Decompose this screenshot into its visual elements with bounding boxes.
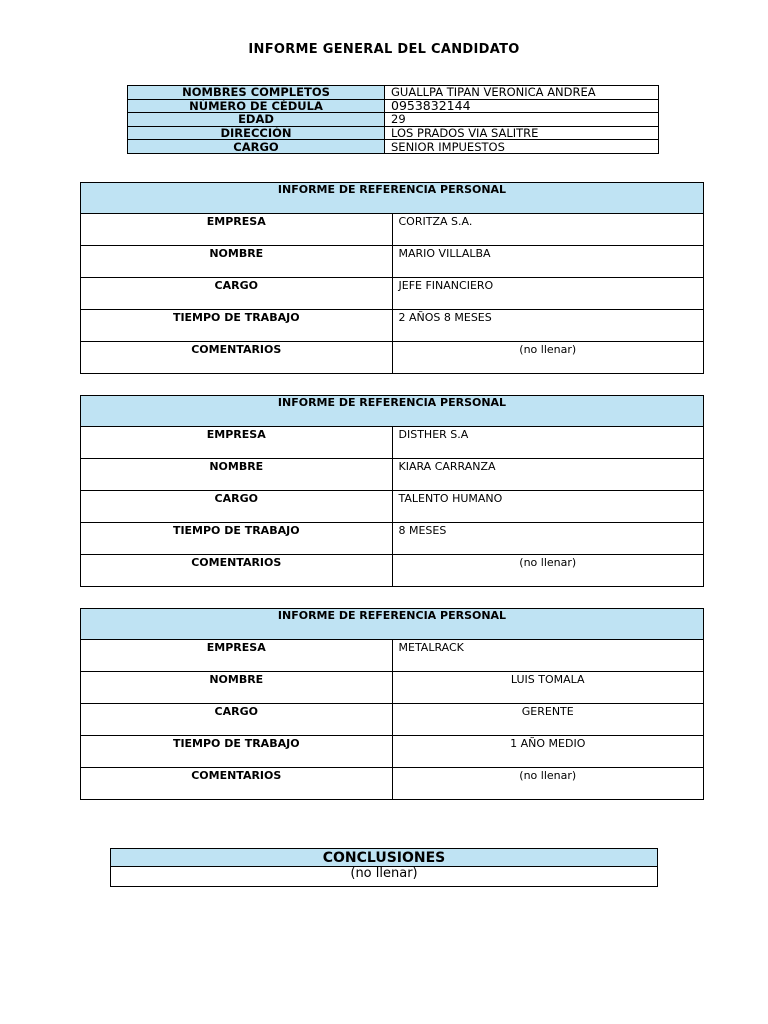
cargo-label: CARGO — [81, 491, 393, 523]
comentarios-value: (no llenar) — [392, 555, 704, 587]
table-row — [81, 278, 704, 310]
empresa-label: EMPRESA — [81, 214, 393, 246]
comentarios-label: COMENTARIOS — [81, 768, 393, 800]
nombre-value: LUIS TOMALA — [392, 672, 704, 704]
reference-table-3 — [80, 608, 704, 800]
table-row — [128, 113, 659, 127]
reference-header: INFORME DE REFERENCIA PERSONAL — [81, 396, 704, 427]
table-row — [81, 459, 704, 491]
tiempo-value: 8 MESES — [392, 523, 704, 555]
document-title: INFORME GENERAL DEL CANDIDATO — [248, 42, 520, 57]
tiempo-label: TIEMPO DE TRABAJO — [81, 310, 393, 342]
reference-table-1 — [80, 182, 704, 374]
candidate-label: EDAD — [128, 113, 385, 127]
table-row — [81, 342, 704, 374]
candidate-value: 29 — [385, 113, 659, 127]
table-row — [128, 99, 659, 113]
reference-header: INFORME DE REFERENCIA PERSONAL — [81, 183, 704, 214]
table-row — [81, 491, 704, 523]
table-row — [81, 768, 704, 800]
cargo-value: JEFE FINANCIERO — [392, 278, 704, 310]
candidate-info-table — [127, 85, 659, 154]
conclusions-table — [110, 848, 658, 887]
empresa-value: CORITZA S.A. — [392, 214, 704, 246]
conclusions-header: CONCLUSIONES — [111, 849, 658, 867]
candidate-value: SENIOR IMPUESTOS — [385, 140, 659, 154]
tiempo-value: 1 AÑO MEDIO — [392, 736, 704, 768]
cargo-label: CARGO — [81, 704, 393, 736]
table-row — [81, 183, 704, 214]
comentarios-label: COMENTARIOS — [81, 555, 393, 587]
table-row — [128, 126, 659, 140]
comentarios-label: COMENTARIOS — [81, 342, 393, 374]
tiempo-label: TIEMPO DE TRABAJO — [81, 736, 393, 768]
nombre-label: NOMBRE — [81, 672, 393, 704]
reference-header: INFORME DE REFERENCIA PERSONAL — [81, 609, 704, 640]
candidate-label: NÚMERO DE CÉDULA — [128, 99, 385, 113]
table-row — [81, 640, 704, 672]
candidate-value: LOS PRADOS VIA SALITRE — [385, 126, 659, 140]
table-row — [81, 672, 704, 704]
comentarios-value: (no llenar) — [392, 768, 704, 800]
table-row — [81, 396, 704, 427]
cargo-value: TALENTO HUMANO — [392, 491, 704, 523]
candidate-label: NOMBRES COMPLETOS — [128, 86, 385, 100]
table-row — [81, 555, 704, 587]
table-row — [111, 849, 658, 867]
cargo-value: GERENTE — [392, 704, 704, 736]
reference-table-2 — [80, 395, 704, 587]
tiempo-value: 2 AÑOS 8 MESES — [392, 310, 704, 342]
empresa-label: EMPRESA — [81, 640, 393, 672]
table-row — [81, 523, 704, 555]
cargo-label: CARGO — [81, 278, 393, 310]
table-row — [81, 609, 704, 640]
empresa-value: DISTHER S.A — [392, 427, 704, 459]
conclusions-body: (no llenar) — [111, 867, 658, 887]
empresa-label: EMPRESA — [81, 427, 393, 459]
table-row — [81, 736, 704, 768]
candidate-label: DIRECCIÓN — [128, 126, 385, 140]
table-row — [81, 427, 704, 459]
nombre-value: KIARA CARRANZA — [392, 459, 704, 491]
nombre-value: MARIO VILLALBA — [392, 246, 704, 278]
candidate-value: 0953832144 — [385, 99, 659, 113]
candidate-label: CARGO — [128, 140, 385, 154]
nombre-label: NOMBRE — [81, 459, 393, 491]
tiempo-label: TIEMPO DE TRABAJO — [81, 523, 393, 555]
table-row — [81, 310, 704, 342]
nombre-label: NOMBRE — [81, 246, 393, 278]
table-row — [128, 140, 659, 154]
table-row — [81, 214, 704, 246]
table-row — [81, 246, 704, 278]
empresa-value: METALRACK — [392, 640, 704, 672]
comentarios-value: (no llenar) — [392, 342, 704, 374]
candidate-value: GUALLPA TIPAN VERONICA ANDREA — [385, 86, 659, 100]
table-row — [81, 704, 704, 736]
table-row — [111, 867, 658, 887]
